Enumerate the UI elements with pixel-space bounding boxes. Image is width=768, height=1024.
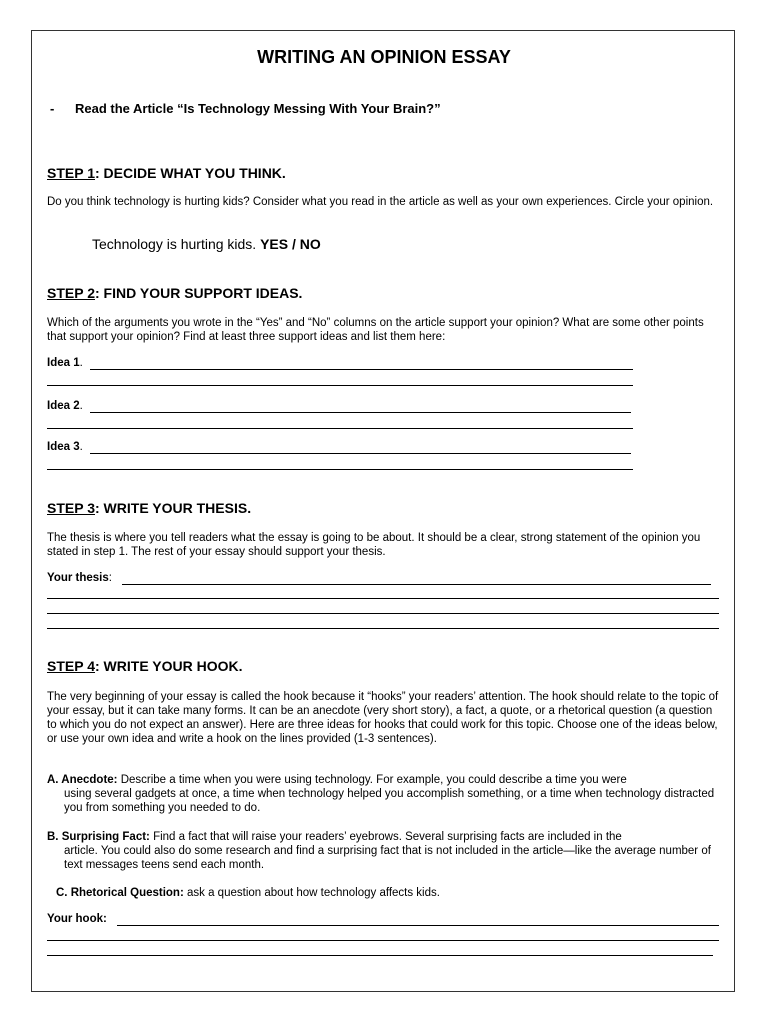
step2-number: STEP 2 xyxy=(47,285,95,301)
idea2-label-text: Idea 2 xyxy=(47,400,80,412)
step3-heading xyxy=(47,500,251,516)
hook-line-2[interactable] xyxy=(47,940,719,941)
instruction-text: Read the Article “Is Technology Messing With Your Brain?” xyxy=(75,101,441,116)
step3-body: The thesis is where you tell readers what the essay is going to be about. It should be a clear, strong statement of the opinion you stated in step 1. The rest of your essay should support your thesis. xyxy=(47,532,701,558)
thesis-punct: : xyxy=(108,572,112,584)
thesis-label xyxy=(47,572,112,584)
rhetorical-question-label: C. Rhetorical Question: xyxy=(56,887,184,899)
step1-number: STEP 1 xyxy=(47,165,95,181)
idea1-line-1[interactable] xyxy=(90,369,633,370)
step1-heading xyxy=(47,165,286,181)
thesis-line-2[interactable] xyxy=(47,598,719,599)
step2-heading xyxy=(47,285,302,301)
thesis-label-text: Your thesis xyxy=(47,572,109,584)
idea2-punct: . xyxy=(79,400,83,412)
idea3-label xyxy=(47,441,83,453)
hook-line-1[interactable] xyxy=(117,925,719,926)
step2-title: : FIND YOUR SUPPORT IDEAS. xyxy=(95,285,303,301)
idea1-label-text: Idea 1 xyxy=(47,357,80,369)
step4-heading xyxy=(47,658,243,674)
opinion-text: Technology is hurting kids. xyxy=(92,236,257,252)
idea1-punct: . xyxy=(79,357,83,369)
thesis-line-1[interactable] xyxy=(122,584,711,585)
bullet-dash: - xyxy=(50,101,55,116)
anecdote-first-line: Describe a time when you were using technology. For example, you could describe a time you were xyxy=(120,774,627,786)
instruction-bullet xyxy=(50,101,441,116)
idea3-label-text: Idea 3 xyxy=(47,441,80,453)
idea3-line-1[interactable] xyxy=(90,453,631,454)
rhetorical-question-text: ask a question about how technology affects kids. xyxy=(187,887,440,899)
hook-line-3[interactable] xyxy=(47,955,713,956)
idea1-line-2[interactable] xyxy=(47,385,633,386)
opinion-statement xyxy=(92,236,321,252)
idea3-punct: . xyxy=(79,441,83,453)
step3-number: STEP 3 xyxy=(47,500,95,516)
step4-number: STEP 4 xyxy=(47,658,95,674)
hook-option-surprising-fact xyxy=(47,830,727,872)
hook-option-anecdote xyxy=(47,773,727,815)
yes-no-choice[interactable]: YES / NO xyxy=(260,236,321,252)
step3-title: : WRITE YOUR THESIS. xyxy=(95,500,252,516)
idea2-line-1[interactable] xyxy=(90,412,631,413)
idea2-label xyxy=(47,400,83,412)
idea1-label xyxy=(47,357,83,369)
surprising-fact-first-line: Find a fact that will raise your readers’ eyebrows. Several surprising facts are included in the xyxy=(153,831,622,843)
hook-option-rhetorical-question xyxy=(56,886,716,900)
idea3-line-2[interactable] xyxy=(47,469,633,470)
page-title: WRITING AN OPINION ESSAY xyxy=(257,47,511,67)
step1-title: : DECIDE WHAT YOU THINK. xyxy=(95,165,286,181)
surprising-fact-label: B. Surprising Fact: xyxy=(47,831,150,843)
idea2-line-2[interactable] xyxy=(47,428,633,429)
thesis-line-4[interactable] xyxy=(47,628,719,629)
anecdote-label: A. Anecdote: xyxy=(47,774,118,786)
anecdote-continuation: using several gadgets at once, a time when technology helped you accomplish something, or a time when technology distracted you from something you needed to do. xyxy=(64,788,715,814)
step2-body: Which of the arguments you wrote in the “Yes” and “No” columns on the article support your opinion? What are some other points that support your opinion? Find at least three support ideas and list them here: xyxy=(47,317,704,343)
surprising-fact-continuation: article. You could also do some research and find a surprising fact that is not included in the article—like the average number of text messages teens send each month. xyxy=(64,845,711,871)
thesis-line-3[interactable] xyxy=(47,613,719,614)
step4-title: : WRITE YOUR HOOK. xyxy=(95,658,243,674)
step4-body: The very beginning of your essay is called the hook because it “hooks” your readers’ attention. The hook should relate to the topic of your essay, but it can take many forms. It can be an anecdote (very short story), a fact, a quote, or a rhetorical question (a question to which you do not expect an answer). Here are three ideas for hooks that could work for this topic. Choose one of the ideas below, or use your own idea and write a hook on the lines provided (1-3 sentences). xyxy=(47,691,719,745)
step1-body: Do you think technology is hurting kids? Consider what you read in the article as well as your own experiences. Circle your opinion. xyxy=(47,196,714,208)
hook-label-text: Your hook: xyxy=(47,913,107,925)
hook-label xyxy=(47,913,107,925)
